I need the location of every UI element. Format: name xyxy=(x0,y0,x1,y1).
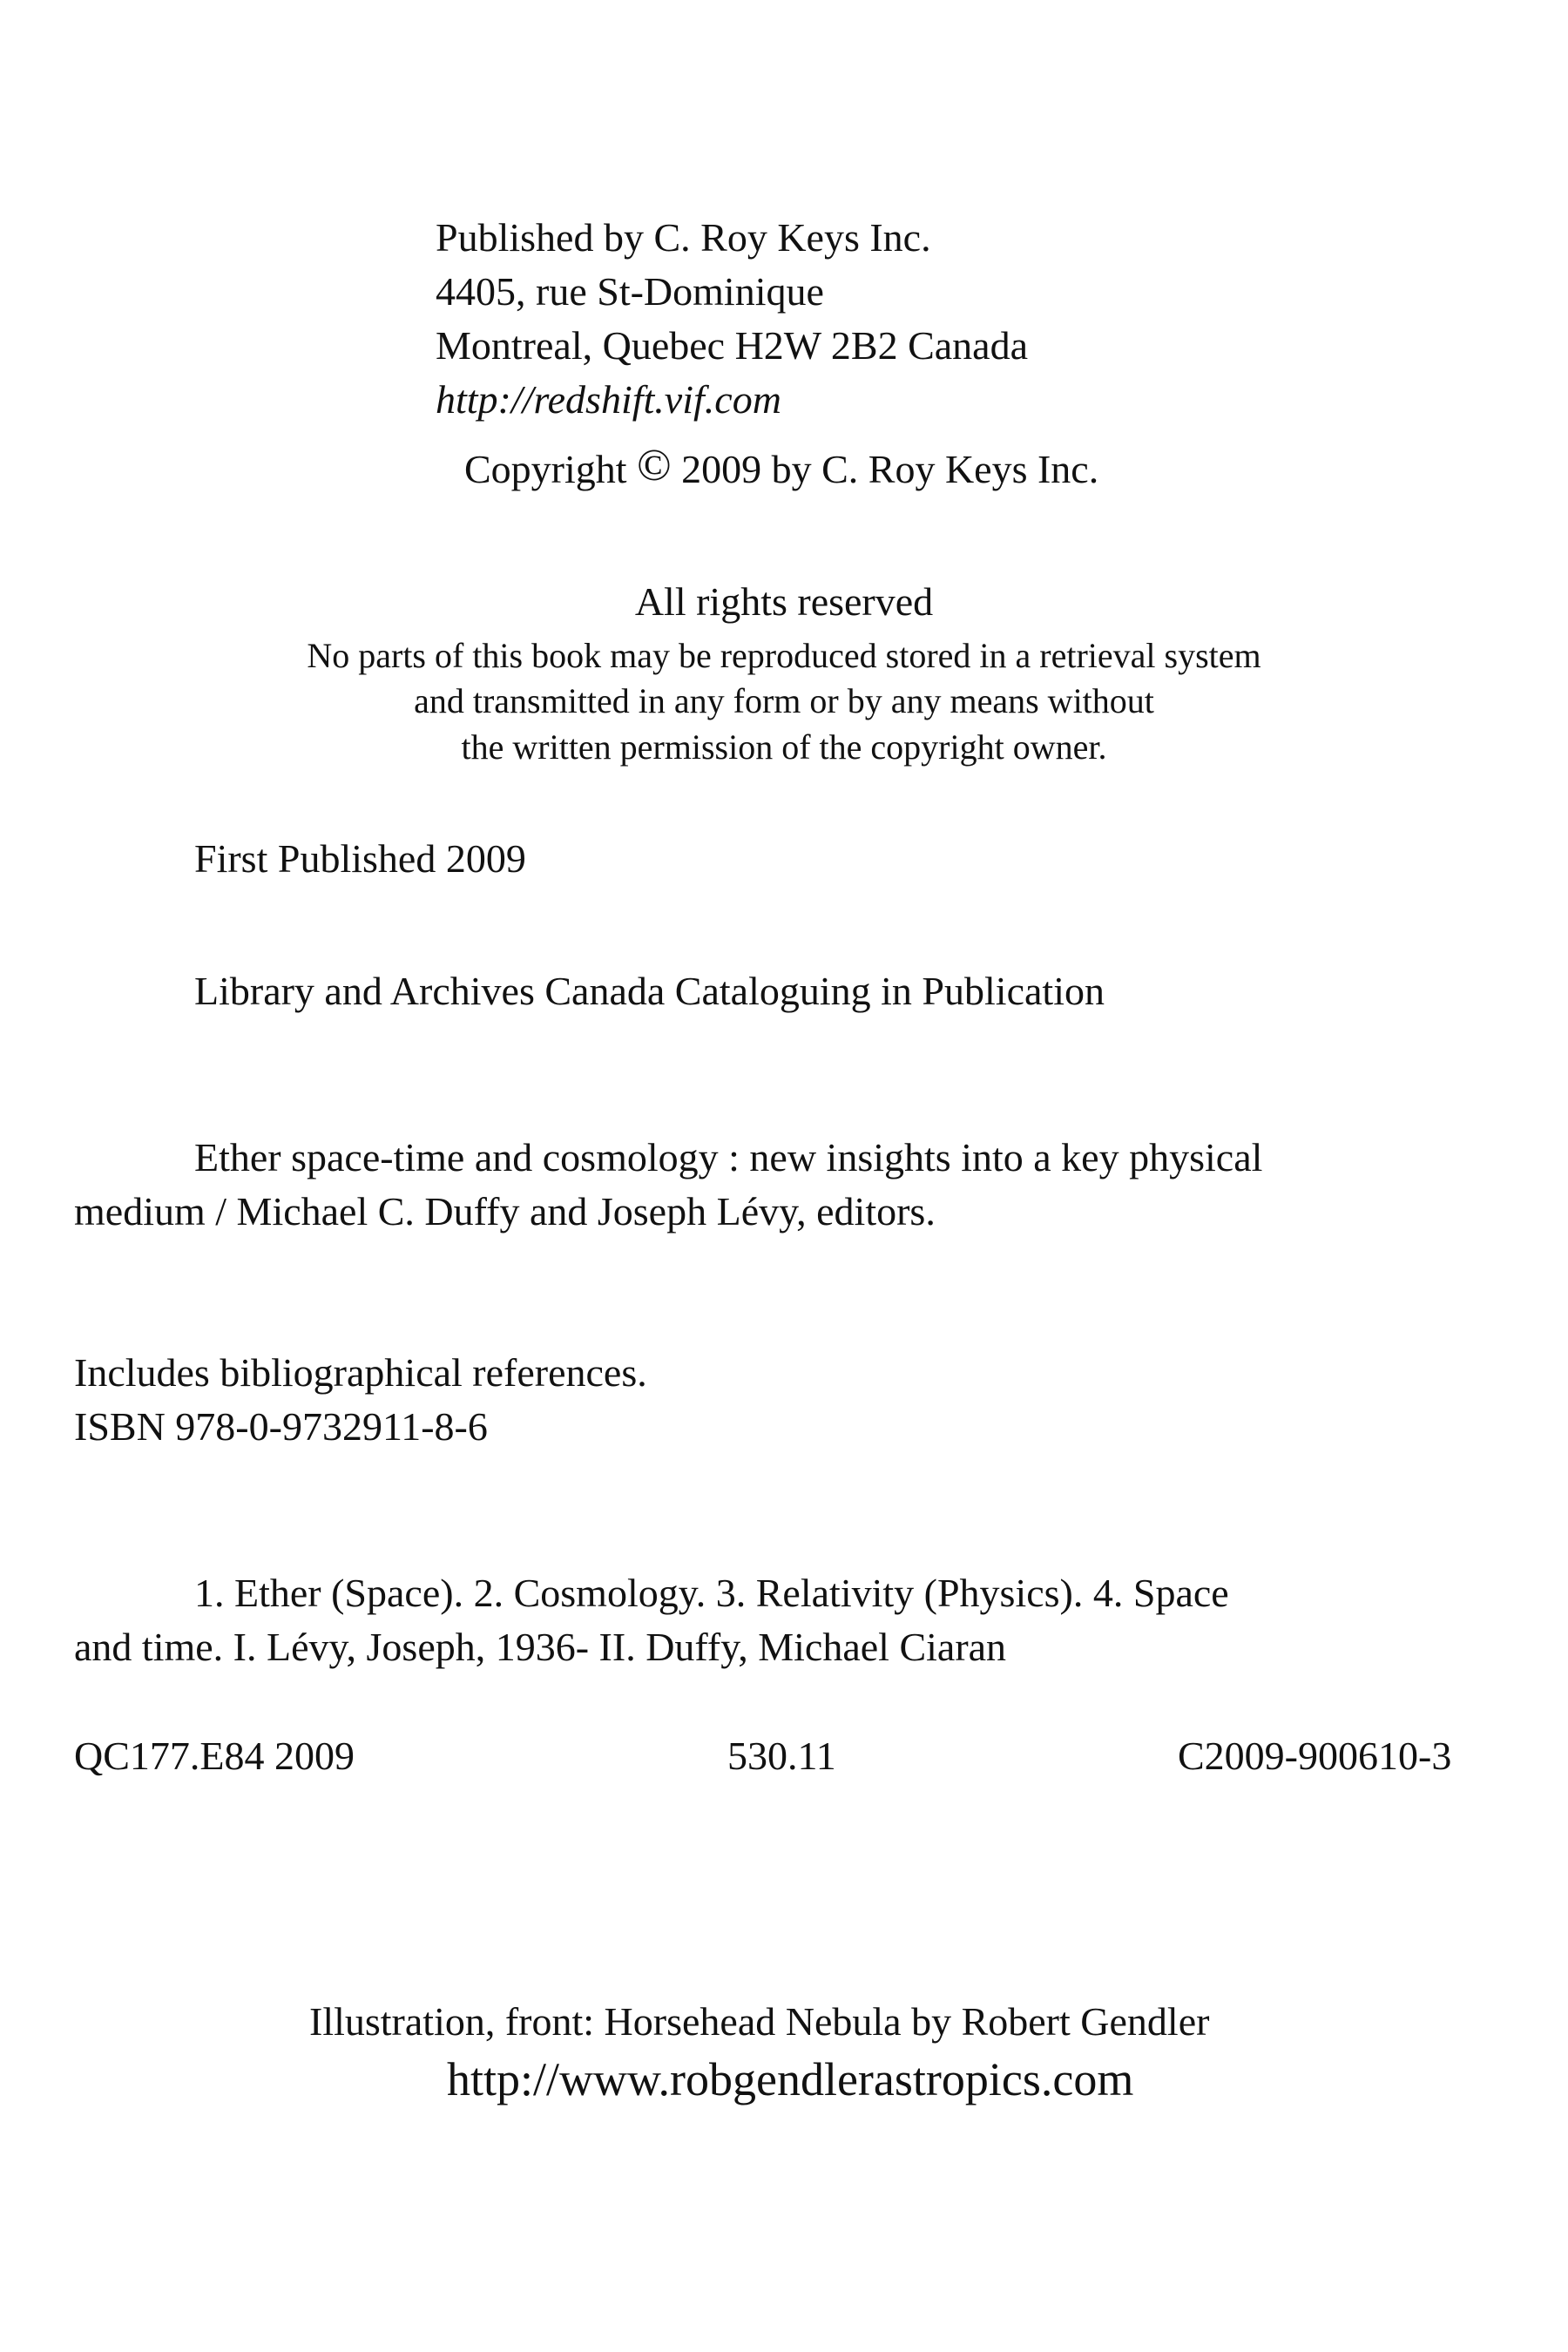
title-entry-line-1: Ether space-time and cosmology : new insights into a key physical xyxy=(194,1135,1263,1179)
first-published: First Published 2009 xyxy=(194,836,526,881)
cip-number: C2009-900610-3 xyxy=(1178,1734,1452,1778)
publisher-url: http://redshift.vif.com xyxy=(436,377,781,422)
rights-line-1: No parts of this book may be reproduced stored in a retrieval system xyxy=(307,636,1261,675)
publisher-street: 4405, rue St-Dominique xyxy=(436,269,824,314)
dewey-classification: 530.11 xyxy=(727,1734,836,1778)
rights-heading: All rights reserved xyxy=(634,579,934,624)
publisher-city: Montreal, Quebec H2W 2B2 Canada xyxy=(436,323,1029,368)
cip-heading: Library and Archives Canada Cataloguing in Publication xyxy=(194,969,1105,1013)
rights-line-2: and transmitted in any form or by any means without xyxy=(414,681,1154,720)
lc-classification: QC177.E84 2009 xyxy=(74,1734,355,1778)
illustration-url: http://www.robgendlerastropics.com xyxy=(447,2053,1134,2105)
subjects-line-2: and time. I. Lévy, Joseph, 1936- II. Duffy, Michael Ciaran xyxy=(74,1625,1007,1669)
illustration-credit: Illustration, front: Horsehead Nebula by Robert Gendler xyxy=(309,1999,1210,2044)
copyright-suffix: 2009 by C. Roy Keys Inc. xyxy=(671,447,1099,491)
copyright-prefix: Copyright xyxy=(464,447,638,491)
subjects-line-1: 1. Ether (Space). 2. Cosmology. 3. Relativity (Physics). 4. Space xyxy=(194,1571,1229,1615)
publisher-name: Published by C. Roy Keys Inc. xyxy=(436,215,931,260)
rights-line-3: the written permission of the copyright owner. xyxy=(461,727,1107,767)
copyright-line xyxy=(464,441,1099,491)
references-note: Includes bibliographical references. xyxy=(74,1350,647,1395)
copyright-symbol: © xyxy=(637,441,672,490)
isbn: ISBN 978-0-9732911-8-6 xyxy=(74,1404,488,1449)
title-entry-line-2: medium / Michael C. Duffy and Joseph Lévy, editors. xyxy=(74,1189,936,1233)
